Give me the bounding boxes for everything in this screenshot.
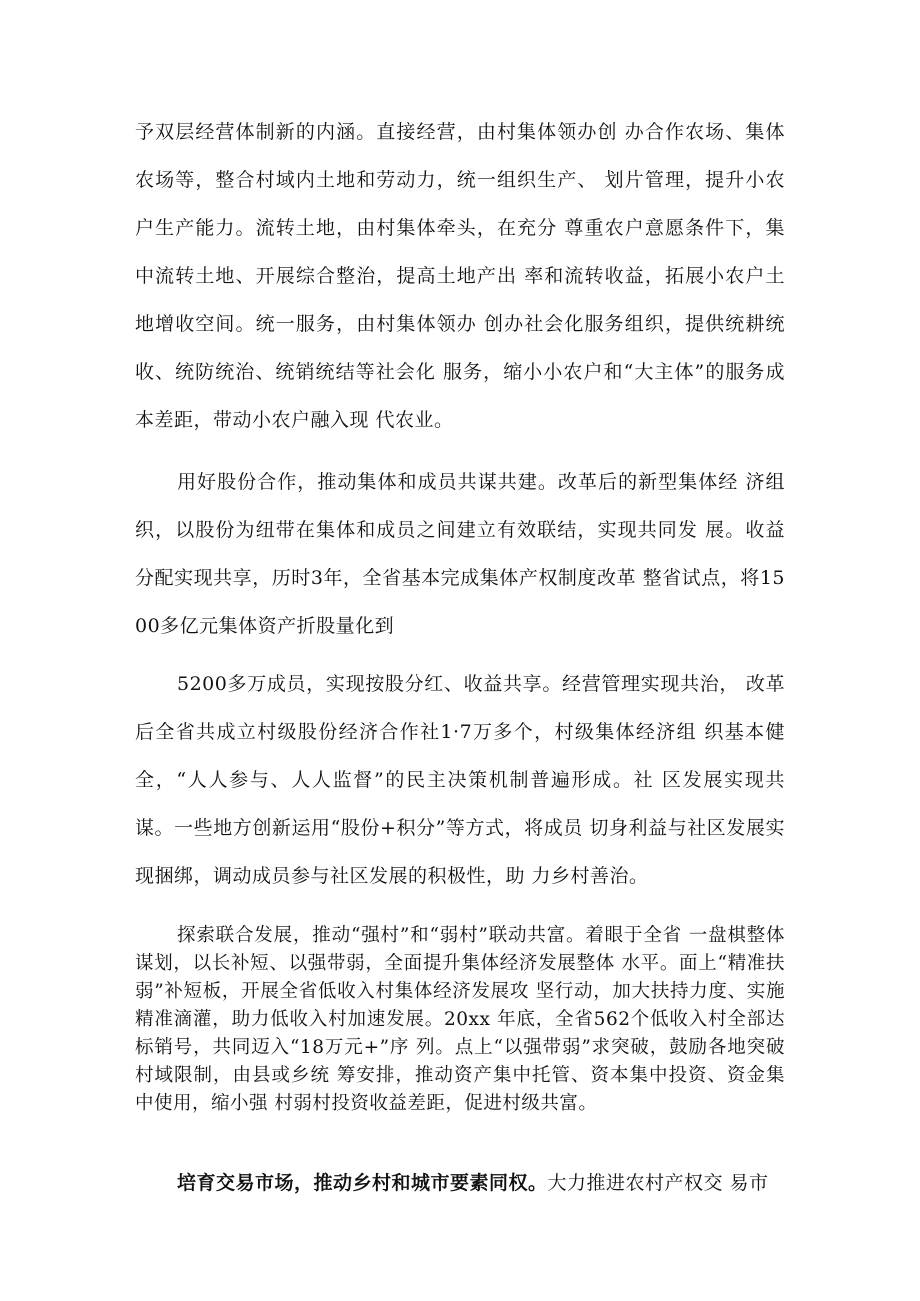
paragraph-5-body: 大力推进农村产权交 易市	[547, 1172, 769, 1194]
paragraph-2: 用好股份合作，推动集体和成员共谋共建。改革后的新型集体经 济组织，以股份为纽带在集体和成员之间建立有效联结，实现共同发 展。收益分配实现共享，历时3年，全省基本完成集体产权制度改革 整省试点，将1500多亿元集体资产折股量化到	[135, 471, 785, 637]
paragraph-5-heading: 培育交易市场，推动乡村和城市要素同权。	[177, 1172, 548, 1194]
paragraph-1: 予双层经营体制新的内涵。直接经营，由村集体领办创 办合作农场、集体农场等，整合村域内土地和劳动力，统一组织生产、 划片管理，提升小农户生产能力。流转土地，由村集体牵头，在充分 尊重农户意愿条件下，集中流转土地、开展综合整治，提高土地产出 率和流转收益，拓展小农户土地增收空间。统一服务，由村集体领办 创办社会化服务组织，提供统耕统收、统防统治、统销统结等社会化 服务，缩小小农户和“大主体”的服务成本差距，带动小农户融入现 代农业。	[135, 121, 785, 431]
paragraph-5	[135, 1159, 785, 1207]
paragraph-4: 探索联合发展，推动“强村”和“弱村”联动共富。着眼于全省 一盘棋整体谋划，以长补短、以强带弱，全面提升集体经济发展整体 水平。面上“精准扶弱”补短板，开展全省低收入村集体经济发展攻 坚行动，加大扶持力度、实施精准滴灌，助力低收入村加速发展。20xx 年底，全省562个低收入村全部达标销号，共同迈入“18万元+”序 列。点上“以强带弱”求突破，鼓励各地突破村域限制，由县或乡统 筹安排，推动资产集中托管、资本集中投资、资金集中使用，缩小强 村弱村投资收益差距，促进村级共富。	[135, 925, 785, 1114]
paragraph-3: 5200多万成员，实现按股分红、收益共享。经营管理实现共治， 改革后全省共成立村级股份经济合作社1·7万多个，村级集体经济组 织基本健全，“人人参与、人人监督”的民主决策机制普遍形成。社 区发展实现共谋。一些地方创新运用“股份+积分”等方式，将成员 切身利益与社区发展实现捆绑，调动成员参与社区发展的积极性，助 力乡村善治。	[135, 673, 785, 887]
